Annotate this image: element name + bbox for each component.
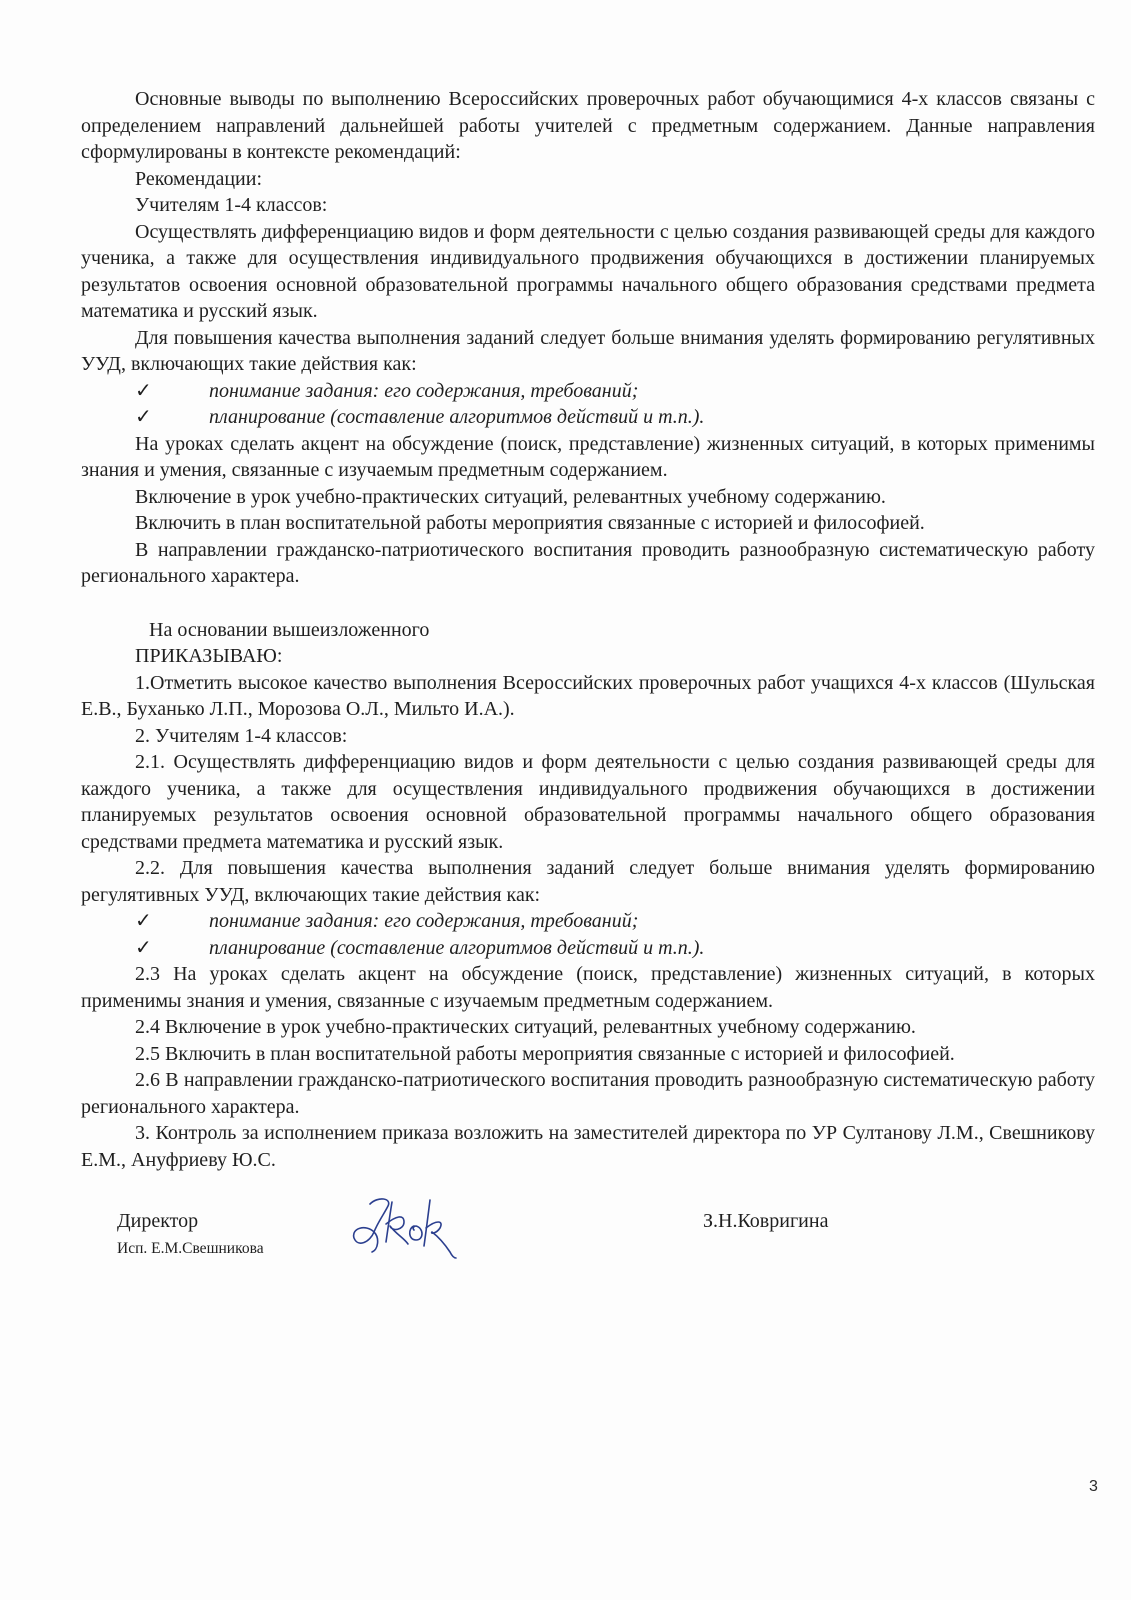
paragraph-gap — [81, 590, 1095, 617]
recommendation-paragraph: Включение в урок учебно-практических ситуаций, релевантных учебному содержанию. — [135, 485, 886, 508]
director-title: Директор — [117, 1210, 199, 1232]
check-list-item-text: планирование (составление алгоритмов действий и т.п.). — [209, 406, 705, 428]
check-list-item — [81, 908, 1095, 935]
check-list-item-text: понимание задания: его содержания, требований; — [209, 910, 639, 932]
order-item: 2.5 Включить в план воспитательной работы мероприятия связанные с историей и философией. — [135, 1042, 955, 1065]
recommendation-paragraph: На уроках сделать акцент на обсуждение (поиск, представление) жизненных ситуаций, в которых применимы знания и умения, связанные с изучаемым предметным содержанием. — [81, 432, 1095, 481]
checkmark-icon: ✓ — [135, 379, 152, 402]
order-item: 3. Контроль за исполнением приказа возложить на заместителей директора по УР Султанову Л.М., Свешникову Е.М., Ануфриеву Ю.С. — [81, 1122, 1095, 1171]
basis-line: На основании вышеизложенного — [149, 618, 430, 641]
order-item: 1.Отметить высокое качество выполнения Всероссийских проверочных работ учащихся 4-х классов (Шульская Е.В., Буханько Л.П., Морозова О.Л., Мильто И.А.). — [81, 671, 1095, 720]
order-item: 2. Учителям 1-4 классов: — [135, 724, 348, 747]
recommendation-paragraph: Для повышения качества выполнения заданий следует больше внимания уделять формированию регулятивных УУД, включающих такие действия как: — [81, 326, 1095, 375]
order-item: 2.6 В направлении гражданско-патриотического воспитания проводить разнообразную систематическую работу регионального характера. — [81, 1069, 1095, 1118]
director-name: З.Н.Ковригина — [703, 1210, 829, 1232]
check-list-item — [81, 935, 1095, 962]
order-item: 2.3 На уроках сделать акцент на обсуждение (поиск, представление) жизненных ситуаций, в которых применимы знания и умения, связанные с изучаемым предметным содержанием. — [81, 963, 1095, 1012]
document-body — [81, 86, 1095, 1173]
recommendation-paragraph: В направлении гражданско-патриотического воспитания проводить разнообразную систематическую работу регионального характера. — [81, 538, 1095, 587]
checkmark-icon: ✓ — [135, 406, 152, 428]
checkmark-icon: ✓ — [135, 910, 152, 932]
handwritten-signature — [348, 1192, 468, 1264]
check-list-item — [81, 404, 1095, 431]
check-list-item-text: понимание задания: его содержания, требований; — [209, 379, 639, 402]
recommendation-paragraph: Включить в план воспитательной работы мероприятия связанные с историей и философией. — [135, 512, 925, 534]
checkmark-icon: ✓ — [135, 936, 152, 959]
page-number: 3 — [1089, 1478, 1098, 1495]
order-item: 2.1. Осуществлять дифференциацию видов и форм деятельности с целью создания развивающей среды для каждого ученика, а также для осуществления индивидуального продвижения обучающихся в достижении планируемых результатов освоения основной образовательной программы начального общего образования средствами предмета математика и русский язык. — [81, 751, 1095, 853]
teachers-heading: Учителям 1-4 классов: — [135, 194, 328, 216]
intro-paragraph: Основные выводы по выполнению Всероссийских проверочных работ обучающимися 4-х классов связаны с определением направлений дальнейшей работы учителей с предметным содержанием. Данные направления сформулированы в контексте рекомендаций: — [81, 88, 1095, 163]
check-list-item — [81, 378, 1095, 405]
check-list-item-text: планирование (составление алгоритмов действий и т.п.). — [209, 936, 705, 959]
order-item: 2.2. Для повышения качества выполнения заданий следует больше внимания уделять формированию регулятивных УУД, включающих такие действия как: — [81, 857, 1095, 906]
recommendation-paragraph: Осуществлять дифференциацию видов и форм деятельности с целью создания развивающей среды для каждого ученика, а также для осуществления индивидуального продвижения обучающихся в достижении планируемых результатов освоения основной образовательной программы начального общего образования средствами предмета математика и русский язык. — [81, 220, 1095, 322]
recommendations-heading: Рекомендации: — [135, 167, 263, 190]
order-heading: ПРИКАЗЫВАЮ: — [135, 645, 283, 667]
order-item: 2.4 Включение в урок учебно-практических ситуаций, релевантных учебному содержанию. — [135, 1016, 916, 1038]
executor-line: Исп. Е.М.Свешникова — [117, 1240, 264, 1257]
